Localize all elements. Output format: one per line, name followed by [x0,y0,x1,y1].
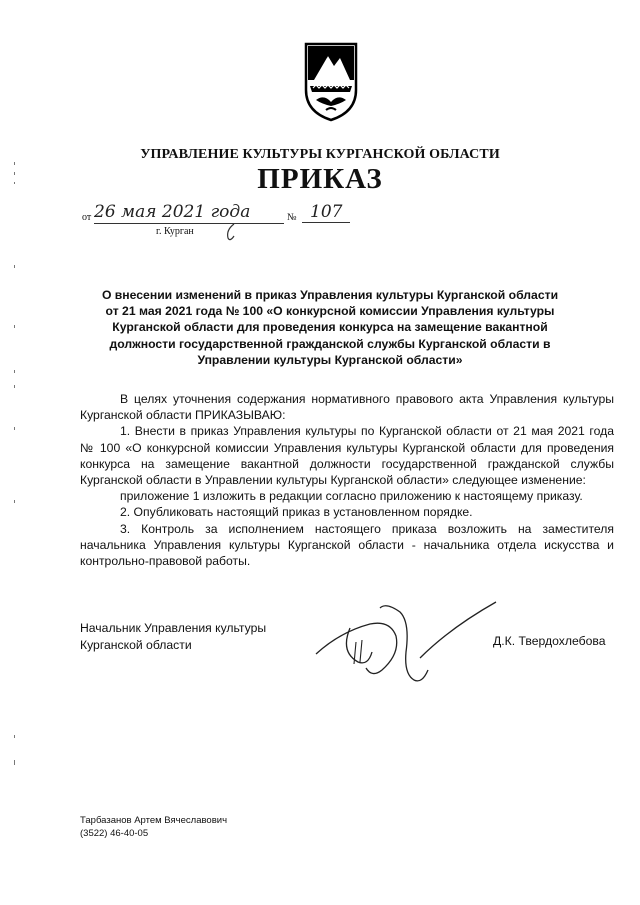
body-paragraph: приложение 1 изложить в редакции согласно приложению к настоящему приказу. [120,489,583,504]
executor-info [80,814,227,840]
document-body [80,391,614,569]
city: г. Курган [156,226,194,237]
signatory-position-line2: Курганской области [80,637,192,652]
number-prefix: № [287,212,297,223]
coat-of-arms-icon [300,40,362,124]
number-handwritten: 107 [302,201,350,223]
date-handwritten: 26 мая 2021 года [94,201,284,224]
handwritten-signature-icon [310,592,510,692]
organization-name: УПРАВЛЕНИЕ КУЛЬТУРЫ КУРГАНСКОЙ ОБЛАСТИ [140,147,500,162]
signatory-name: Д.К. Твердохлебова [493,634,606,648]
body-paragraph: 3. Контроль за исполнением настоящего приказа возложить на заместителя начальника Управления культуры Курганской области - начальника отдела искусства и контрольно-правовой работы. [80,521,614,569]
date-prefix: от [82,212,92,223]
document-subject: О внесении изменений в приказ Управления культуры Курганской области от 21 мая 2021 года № 100 «О конкурсной комиссии Управления культуры Курганской области для проведения конкурса на замещение вакантной должности государственной гражданской службы Курганской области в Управлении культуры Курганской области» [101,288,559,367]
signatory-position [80,620,266,653]
document-type-title: ПРИКАЗ [257,163,383,195]
body-paragraph: 2. Опубликовать настоящий приказ в установленном порядке. [120,505,473,520]
executor-name: Тарбазанов Артем Вячеславович [80,815,228,826]
body-paragraph: 1. Внести в приказ Управления культуры по Курганской области от 21 мая 2021 года № 100 «О конкурсной комиссии Управления культуры Курганской области для проведения конкурса на замещение вакантной должности государственной гражданской службы Курганской области в Управлении культуры Курганской области» следующее изменение: [80,424,614,488]
handwriting-stroke-icon [222,222,238,244]
body-paragraph: В целях уточнения содержания нормативного правового акта Управления культуры Курганской области ПРИКАЗЫВАЮ: [80,392,614,423]
executor-phone: (3522) 46-40-05 [80,828,149,839]
signatory-position-line1: Начальник Управления культуры [80,621,267,635]
